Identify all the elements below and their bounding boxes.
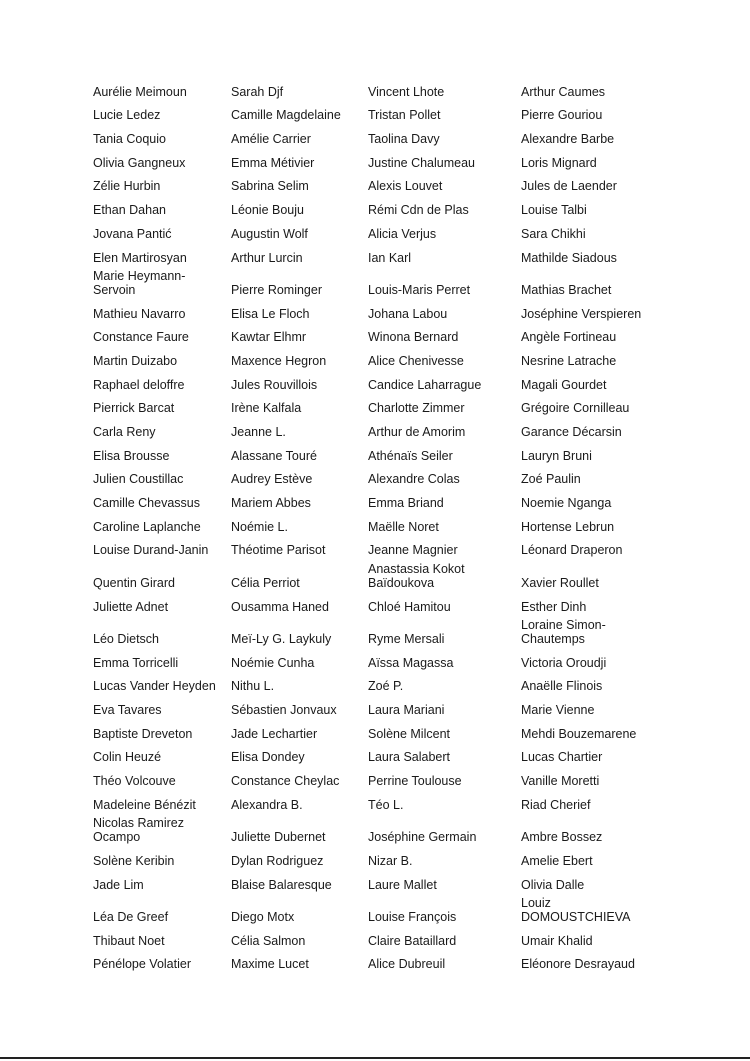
name-row [93, 265, 661, 297]
name-cell: Sarah Djf [231, 84, 284, 99]
name-cell: Justine Chalumeau [368, 155, 476, 170]
name-cell: Pierre Rominger [231, 282, 323, 297]
name-cell: Zoé Paulin [521, 472, 581, 487]
name-cell: Pénélope Volatier [93, 957, 191, 972]
name-cell: Mathias Brachet [521, 282, 612, 297]
name-row [93, 486, 661, 510]
name-cell: Sara Chikhi [521, 226, 586, 241]
name-row [93, 321, 661, 345]
name-cell: Lucie Ledez [93, 108, 161, 123]
name-cell: Arthur Lurcin [231, 250, 303, 265]
name-cell: Sébastien Jonvaux [231, 702, 337, 717]
name-cell: Mehdi Bouzemarene [521, 726, 637, 741]
name-cell: Nithu L. [231, 679, 275, 694]
name-row [93, 534, 661, 558]
name-cell: Martin Duizabo [93, 353, 178, 368]
name-cell: Célia Salmon [231, 933, 306, 948]
name-row [93, 590, 661, 614]
name-row [93, 812, 661, 844]
name-cell: Mathieu Navarro [93, 306, 186, 321]
name-cell: Ambre Bossez [521, 830, 603, 845]
name-row [93, 670, 661, 694]
name-cell: Téo L. [368, 797, 404, 812]
name-row [93, 764, 661, 788]
name-row [93, 368, 661, 392]
name-cell: Marie Heymann- Servoin [93, 268, 186, 297]
name-cell: Sabrina Selim [231, 179, 309, 194]
name-cell: Olivia Dalle [521, 877, 585, 892]
name-cell: Léa De Greef [93, 909, 169, 924]
name-cell: Julien Coustillac [93, 472, 184, 487]
name-cell: Elisa Dondey [231, 750, 305, 765]
name-cell: Blaise Balaresque [231, 877, 332, 892]
name-cell: Emma Briand [368, 496, 444, 511]
name-cell: Raphael deloffre [93, 377, 185, 392]
name-cell: Joséphine Germain [368, 830, 477, 845]
name-cell: Vanille Moretti [521, 774, 600, 789]
name-cell: Madeleine Bénézit [93, 797, 196, 812]
name-cell: Winona Bernard [368, 330, 459, 345]
name-list-table [93, 75, 661, 971]
name-row [93, 510, 661, 534]
name-row [93, 392, 661, 416]
name-cell: Alexandre Colas [368, 472, 460, 487]
name-cell: Célia Perriot [231, 575, 300, 590]
name-row [93, 693, 661, 717]
name-cell: Aïssa Magassa [368, 655, 454, 670]
name-cell: Audrey Estève [231, 472, 313, 487]
name-cell: Alice Dubreuil [368, 957, 446, 972]
name-cell: Nesrine Latrache [521, 353, 617, 368]
name-cell: Lucas Chartier [521, 750, 603, 765]
name-cell: Pierrick Barcat [93, 401, 175, 416]
name-cell: Jade Lim [93, 877, 144, 892]
name-cell: Arthur Caumes [521, 84, 606, 99]
name-cell: Ian Karl [368, 250, 412, 265]
name-cell: Jeanne Magnier [368, 543, 458, 558]
name-row [93, 344, 661, 368]
name-row [93, 741, 661, 765]
name-cell: Ethan Dahan [93, 203, 166, 218]
name-cell: Augustin Wolf [231, 226, 308, 241]
name-cell: Zoé P. [368, 679, 404, 694]
name-cell: Johana Labou [368, 306, 448, 321]
name-cell: Louiz DOMOUSTCHIEVA [521, 895, 631, 924]
name-cell: Jules de Laender [521, 179, 617, 194]
name-cell: Loris Mignard [521, 155, 597, 170]
name-cell: Athénaïs Seiler [368, 448, 453, 463]
name-cell: Eva Tavares [93, 702, 162, 717]
name-cell: Diego Motx [231, 909, 295, 924]
name-row [93, 463, 661, 487]
name-cell: Anastassia Kokot Baïdoukova [368, 561, 465, 590]
name-cell: Théo Volcouve [93, 774, 176, 789]
name-cell: Garance Décarsin [521, 425, 622, 440]
name-cell: Léonard Draperon [521, 543, 623, 558]
name-cell: Pierre Gouriou [521, 108, 603, 123]
name-cell: Léo Dietsch [93, 631, 160, 646]
name-row [93, 99, 661, 123]
name-cell: Tania Coquio [93, 132, 166, 147]
name-cell: Taolina Davy [368, 132, 440, 147]
name-list-body [93, 75, 661, 971]
name-cell: Lucas Vander Heyden [93, 679, 216, 694]
name-cell: Noémie L. [231, 519, 288, 534]
name-cell: Amelie Ebert [521, 853, 593, 868]
name-cell: Alexandra B. [231, 797, 303, 812]
name-cell: Riad Cherief [521, 797, 591, 812]
name-cell: Irène Kalfala [231, 401, 302, 416]
name-cell: Mariem Abbes [231, 496, 311, 511]
name-cell: Jules Rouvillois [231, 377, 318, 392]
name-cell: Maxence Hegron [231, 353, 327, 368]
name-cell: Laure Mallet [368, 877, 437, 892]
name-cell: Meï-Ly G. Laykuly [231, 631, 332, 646]
name-cell: Laura Mariani [368, 702, 445, 717]
name-cell: Juliette Adnet [93, 599, 169, 614]
name-cell: Solène Keribin [93, 853, 175, 868]
name-cell: Magali Gourdet [521, 377, 607, 392]
name-cell: Kawtar Elhmr [231, 330, 307, 345]
name-cell: Alexis Louvet [368, 179, 443, 194]
name-cell: Colin Heuzé [93, 750, 162, 765]
name-cell: Esther Dinh [521, 599, 587, 614]
name-cell: Grégoire Cornilleau [521, 401, 630, 416]
name-cell: Rémi Cdn de Plas [368, 203, 469, 218]
page-bottom-border [0, 1057, 750, 1059]
name-cell: Nicolas Ramirez Ocampo [93, 816, 184, 845]
name-row [93, 146, 661, 170]
name-cell: Olivia Gangneux [93, 155, 186, 170]
name-cell: Xavier Roullet [521, 575, 599, 590]
name-cell: Nizar B. [368, 853, 413, 868]
name-cell: Jade Lechartier [231, 726, 318, 741]
name-cell: Dylan Rodriguez [231, 853, 324, 868]
name-cell: Jeanne L. [231, 425, 286, 440]
name-cell: Amélie Carrier [231, 132, 311, 147]
name-cell: Constance Cheylac [231, 774, 340, 789]
name-cell: Chloé Hamitou [368, 599, 451, 614]
name-row [93, 557, 661, 589]
name-cell: Thibaut Noet [93, 933, 165, 948]
name-cell: Léonie Bouju [231, 203, 304, 218]
name-cell: Louise Talbi [521, 203, 587, 218]
name-cell: Ryme Mersali [368, 631, 445, 646]
name-cell: Elisa Le Floch [231, 306, 310, 321]
name-row [93, 717, 661, 741]
name-cell: Louise François [368, 909, 457, 924]
name-cell: Maëlle Noret [368, 519, 439, 534]
name-row [93, 948, 661, 972]
name-cell: Baptiste Dreveton [93, 726, 193, 741]
name-row [93, 415, 661, 439]
name-cell: Emma Torricelli [93, 655, 179, 670]
name-row [93, 788, 661, 812]
name-cell: Zélie Hurbin [93, 179, 161, 194]
name-cell: Carla Reny [93, 425, 156, 440]
name-cell: Claire Bataillard [368, 933, 457, 948]
name-cell: Vincent Lhote [368, 84, 445, 99]
name-cell: Aurélie Meimoun [93, 84, 187, 99]
name-cell: Camille Chevassus [93, 496, 200, 511]
name-cell: Noemie Nganga [521, 496, 612, 511]
name-cell: Alice Chenivesse [368, 353, 464, 368]
name-row [93, 297, 661, 321]
name-cell: Camille Magdelaine [231, 108, 341, 123]
name-cell: Victoria Oroudji [521, 655, 607, 670]
name-cell: Umair Khalid [521, 933, 593, 948]
name-cell: Joséphine Verspieren [521, 306, 642, 321]
name-cell: Eléonore Desrayaud [521, 957, 635, 972]
name-cell: Alassane Touré [231, 448, 317, 463]
name-cell: Perrine Toulouse [368, 774, 462, 789]
name-row [93, 614, 661, 646]
name-row [93, 844, 661, 868]
name-cell: Alicia Verjus [368, 226, 437, 241]
name-cell: Jovana Pantić [93, 226, 172, 241]
name-cell: Elisa Brousse [93, 448, 170, 463]
name-cell: Ousamma Haned [231, 599, 329, 614]
name-cell: Maxime Lucet [231, 957, 309, 972]
name-row [93, 170, 661, 194]
name-cell: Anaëlle Flinois [521, 679, 603, 694]
name-cell: Candice Laharrague [368, 377, 482, 392]
name-cell: Charlotte Zimmer [368, 401, 465, 416]
name-row [93, 868, 661, 892]
name-row [93, 75, 661, 99]
name-row [93, 646, 661, 670]
name-cell: Elen Martirosyan [93, 250, 187, 265]
name-row [93, 924, 661, 948]
name-cell: Angèle Fortineau [521, 330, 617, 345]
name-row [93, 892, 661, 924]
name-cell: Arthur de Amorim [368, 425, 466, 440]
name-cell: Louise Durand-Janin [93, 543, 209, 558]
name-row [93, 241, 661, 265]
name-cell: Marie Vienne [521, 702, 595, 717]
name-cell: Constance Faure [93, 330, 189, 345]
name-cell: Caroline Laplanche [93, 519, 201, 534]
name-cell: Juliette Dubernet [231, 830, 326, 845]
name-cell: Emma Métivier [231, 155, 315, 170]
name-row [93, 439, 661, 463]
name-cell: Tristan Pollet [368, 108, 441, 123]
name-cell: Louis-Maris Perret [368, 282, 471, 297]
name-cell: Hortense Lebrun [521, 519, 615, 534]
name-cell: Alexandre Barbe [521, 132, 615, 147]
name-cell: Loraine Simon- Chautemps [521, 617, 606, 646]
name-cell: Laura Salabert [368, 750, 451, 765]
name-cell: Lauryn Bruni [521, 448, 592, 463]
name-row [93, 122, 661, 146]
name-row [93, 217, 661, 241]
name-cell: Solène Milcent [368, 726, 450, 741]
name-cell: Noémie Cunha [231, 655, 315, 670]
name-cell: Mathilde Siadous [521, 250, 617, 265]
name-row [93, 193, 661, 217]
name-cell: Théotime Parisot [231, 543, 326, 558]
name-cell: Quentin Girard [93, 575, 175, 590]
